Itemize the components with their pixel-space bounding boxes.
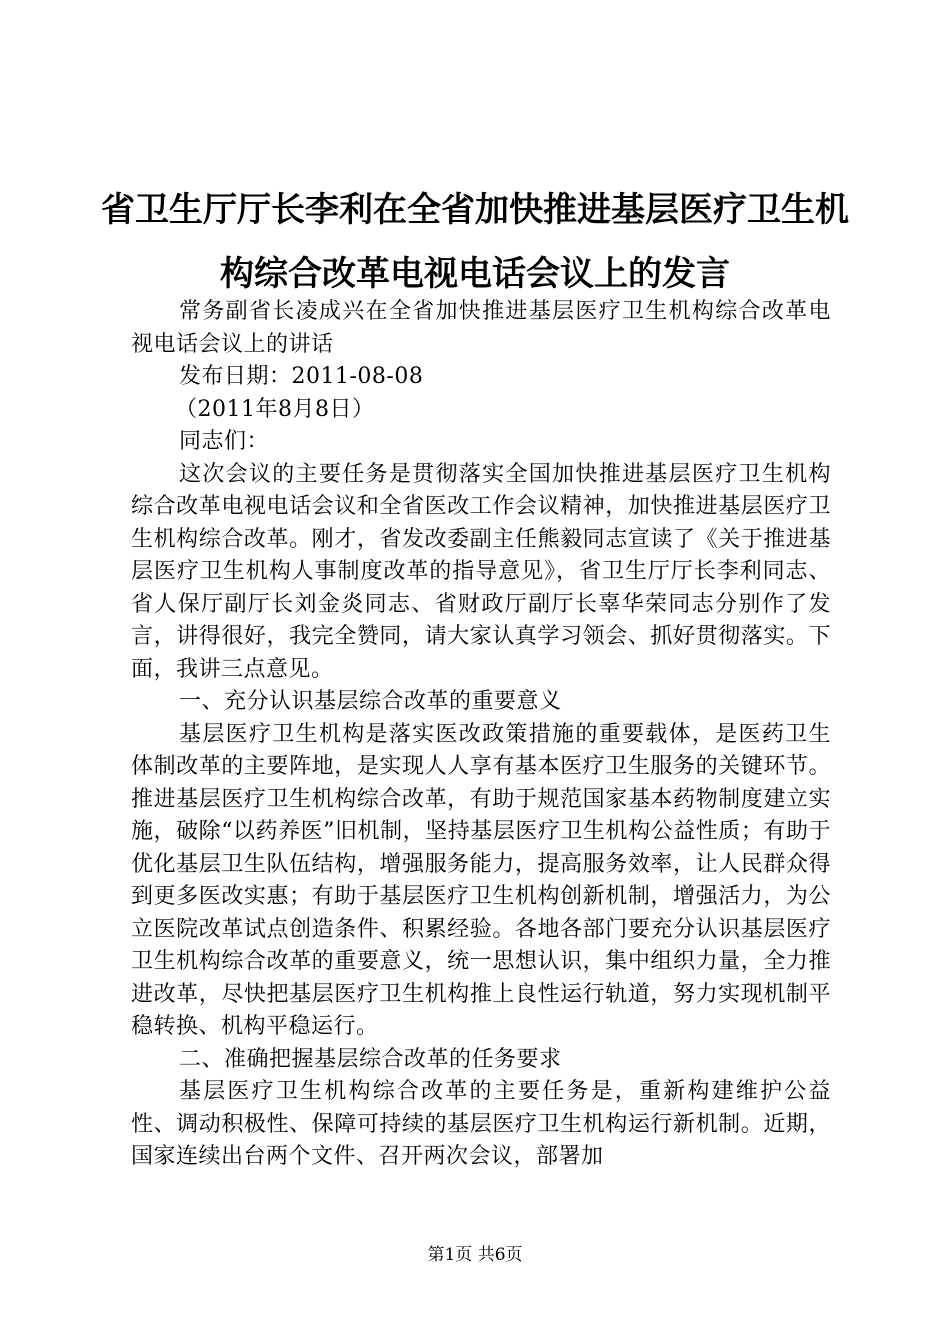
section-heading-1: 一、充分认识基层综合改革的重要意义: [179, 689, 562, 714]
page-number-footer: 第1页 共6页: [427, 1245, 523, 1265]
paragraph-salutation: 同志们：: [179, 429, 270, 454]
section-heading-2: 二、准确把握基层综合改革的任务要求: [179, 1046, 562, 1072]
paragraph-section-1: 基层医疗卫生机构是落实医改政策措施的重要载体，是医药卫生体制改革的主要阵地，是实现人人享有基本医疗卫生服务的关键环节。推进基层医疗卫生机构综合改革，有助于规范国家基本药物制度建立实施，破除“以药养医”旧机制，坚持基层医疗卫生机构公益性质；有助于优化基层卫生队伍结构，增强服务能力，提高服务效率，让人民群众得到更多医改实惠；有助于基层医疗卫生机构创新机制，增强活力，为公立医院改革试点创造条件、积累经验。各地各部门要充分认识基层医疗卫生机构综合改革的重要意义，统一思想认识，集中组织力量，全力推进改革，尽快把基层医疗卫生机构推上良性运行轨道，努力实现机制平稳转换、机构平稳运行。: [131, 721, 831, 1039]
paragraph-publish-date: 发布日期：2011-08-08: [179, 364, 424, 389]
document-title: 省卫生厅厅长李利在全省加快推进基层医疗卫生机构综合改革电视电话会议上的发言: [101, 190, 849, 294]
paragraph-intro: 这次会议的主要任务是贯彻落实全国加快推进基层医疗卫生机构综合改革电视电话会议和全省医改工作会议精神，加快推进基层医疗卫生机构综合改革。刚才，省发改委副主任熊毅同志宣读了《关于推进基层医疗卫生机构人事制度改革的指导意见》，省卫生厅厅长李利同志、省人保厅副厅长刘金炎同志、省财政厅副厅长辜华荣同志分别作了发言，讲得很好，我完全赞同，请大家认真学习领会、抓好贯彻落实。下面，我讲三点意见。: [131, 461, 831, 682]
document-body: [131, 296, 831, 1174]
paragraph-section-2: 基层医疗卫生机构综合改革的主要任务是，重新构建维护公益性、调动积极性、保障可持续的基层医疗卫生机构运行新机制。近期，国家连续出台两个文件、召开两次会议，部署加: [131, 1079, 831, 1169]
paragraph-speech-date: （2011年8月8日）: [175, 396, 375, 422]
paragraph-subtitle: 常务副省长凌成兴在全省加快推进基层医疗卫生机构综合改革电视电话会议上的讲话: [131, 299, 831, 357]
